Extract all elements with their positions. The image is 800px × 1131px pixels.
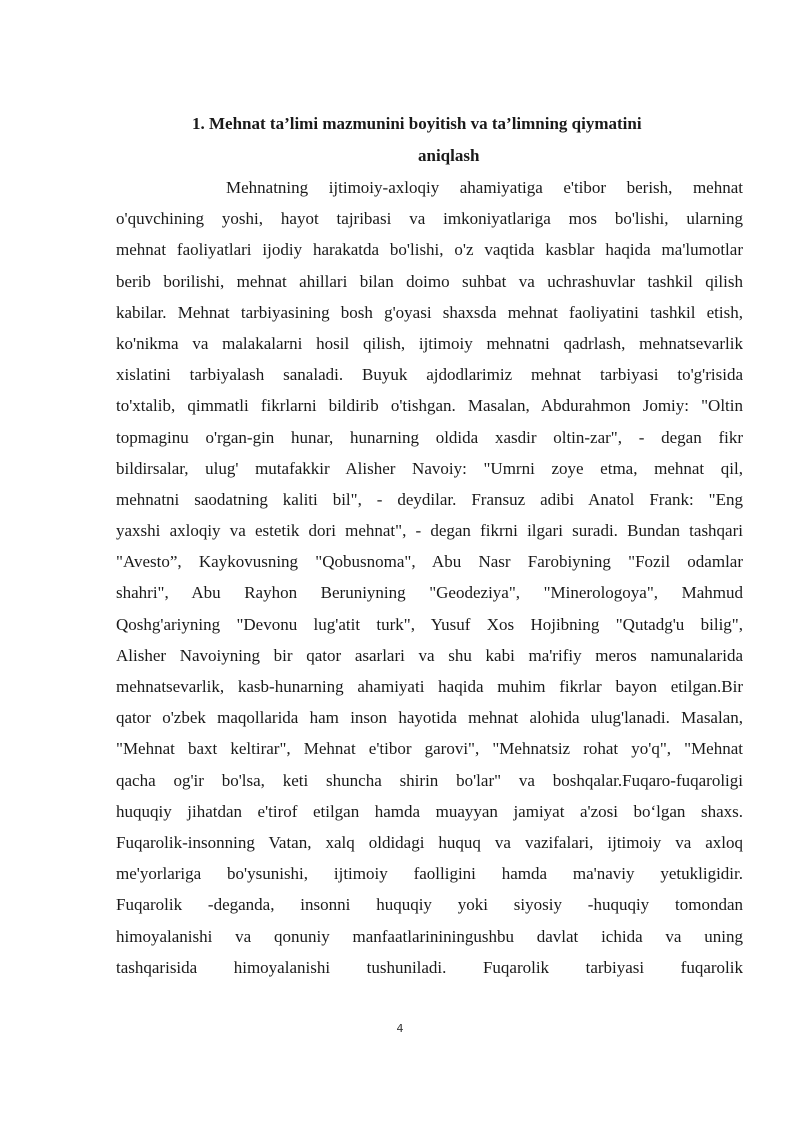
text-line: topmaginu o'rgan-gin hunar, hunarning oldida xasdir oltin-zar", - degan fikr bbox=[116, 427, 743, 447]
heading-line-1: 1. Mehnat ta’limi mazmunini boyitish va ta’limning qiymatini bbox=[192, 114, 642, 133]
text-line: kabilar. Mehnat tarbiyasining bosh g'oyasi shaxsda mehnat faoliyatini tashkil etish, bbox=[116, 302, 743, 322]
text-line: qacha og'ir bo'lsa, keti shuncha shirin bo'lar" va boshqalar.Fuqaro-fuqaroligi bbox=[116, 770, 743, 790]
heading-line-2: aniqlash bbox=[418, 146, 480, 165]
text-line: o'quvchining yoshi, hayot tajribasi va imkoniyatlariga mos bo'lishi, ularning bbox=[116, 209, 743, 229]
text-line: Qoshg'ariyning "Devonu lug'atit turk", Yusuf Xos Hojibning "Qutadg'u bilig", bbox=[116, 614, 743, 634]
text-line: Mehnatning ijtimoiy-axloqiy ahamiyatiga e'tibor berish, mehnat bbox=[226, 178, 743, 197]
text-line: huquqiy jihatdan e'tirof etilgan hamda muayyan jamiyat a'zosi bo‘lgan shaxs. bbox=[116, 801, 743, 821]
text-line: me'yorlariga bo'ysunishi, ijtimoiy faolligini hamda ma'naviy yetukligidir. bbox=[116, 864, 743, 884]
text-line: ko'nikma va malakalarni hosil qilish, ijtimoiy mehnatni qadrlash, mehnatsevarlik bbox=[116, 333, 743, 353]
text-line: mehnat faoliyatlari ijodiy harakatda bo'lishi, o'z vaqtida kasblar haqida ma'lumotlar bbox=[116, 240, 743, 260]
text-line: qator o'zbek maqollarida ham inson hayotida mehnat alohida ulug'lanadi. Masalan, bbox=[116, 708, 743, 728]
text-line: to'xtalib, qimmatli fikrlarni bildirib o'tishgan. Masalan, Abdurahmon Jomiy: "Oltin bbox=[116, 396, 743, 416]
text-line: "Mehnat baxt keltirar", Mehnat e'tibor garovi", "Mehnatsiz rohat yo'q", "Mehnat bbox=[116, 739, 743, 759]
text-line: shahri", Abu Rayhon Beruniyning "Geodeziya", "Minerologoya", Mahmud bbox=[116, 583, 743, 603]
text-line: Fuqarolik -deganda, insonni huquqiy yoki siyosiy -huquqiy tomondan bbox=[116, 895, 743, 915]
text-line: "Avesto”, Kaykovusning "Qobusnoma", Abu Nasr Farobiyning "Fozil odamlar bbox=[116, 552, 743, 572]
text-line: Alisher Navoiyning bir qator asarlari va shu kabi ma'rifiy meros namunalarida bbox=[116, 645, 743, 665]
text-line: bildirsalar, ulug' mutafakkir Alisher Navoiy: "Umrni zoye etma, mehnat qil, bbox=[116, 458, 743, 478]
text-line: himoyalanishi va qonuniy manfaatlarininingushbu davlat ichida va uning bbox=[116, 926, 743, 946]
text-line: mehnatni saodatning kaliti bil", - deydilar. Fransuz adibi Anatol Frank: "Eng bbox=[116, 489, 743, 509]
text-line: mehnatsevarlik, kasb-hunarning ahamiyati haqida muhim fikrlar bayon etilgan.Bir bbox=[116, 677, 743, 696]
text-line: tashqarisida himoyalanishi tushuniladi. Fuqarolik tarbiyasi fuqarolik bbox=[116, 957, 743, 977]
text-line: xislatini tarbiyalash sanaladi. Buyuk ajdodlarimiz mehnat tarbiyasi to'g'risida bbox=[116, 365, 743, 385]
page-number: 4 bbox=[396, 1022, 404, 1035]
text-line: Fuqarolik-insonning Vatan, xalq oldidagi huquq va vazifalari, ijtimoiy va axloq bbox=[116, 832, 743, 852]
text-line: yaxshi axloqiy va estetik dori mehnat", - degan fikrni ilgari suradi. Bundan tashqari bbox=[116, 521, 743, 541]
section-heading bbox=[116, 108, 743, 172]
text-line: berib borilishi, mehnat ahillari bilan doimo suhbat va uchrashuvlar tashkil qilish bbox=[116, 271, 743, 291]
body-paragraph bbox=[116, 172, 743, 983]
